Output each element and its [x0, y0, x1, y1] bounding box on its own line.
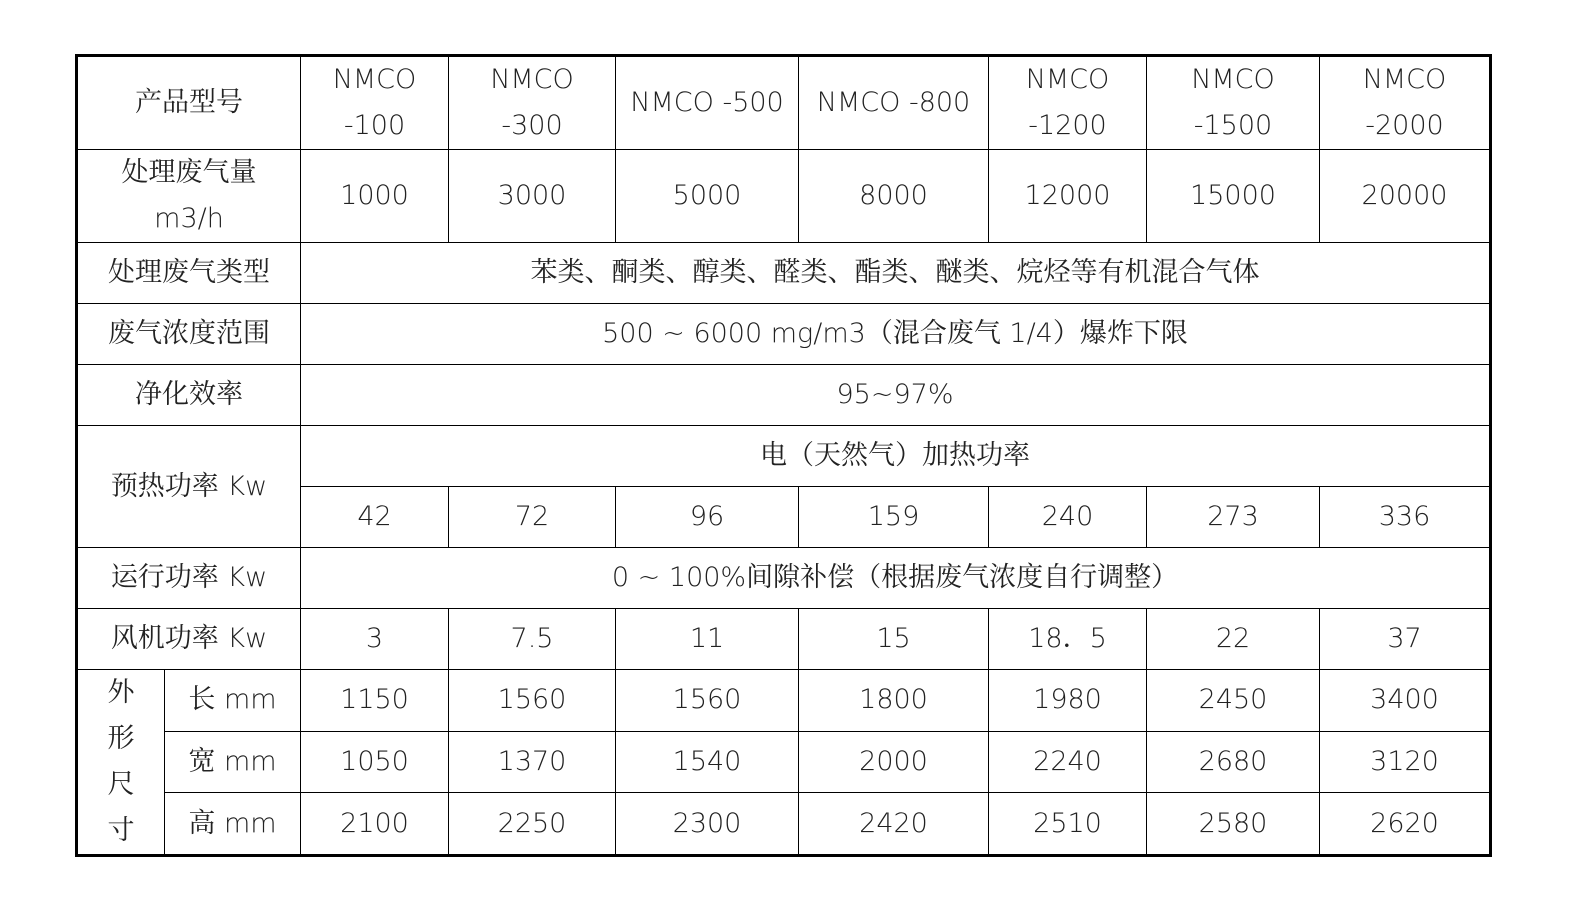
preheat-value: 273: [1147, 487, 1320, 548]
dimension-height-row: [77, 793, 1491, 856]
dimension-value: 1980: [989, 670, 1147, 732]
dimension-value: 2680: [1147, 731, 1320, 793]
preheat-subheader: 电（天然气）加热功率: [301, 426, 1491, 487]
fan-power-value: 15: [799, 609, 989, 670]
preheat-value: 336: [1320, 487, 1491, 548]
dimension-sub-label: 宽 mm: [165, 731, 301, 793]
preheat-label: 预热功率 Kw: [77, 426, 301, 548]
dimension-value: 1800: [799, 670, 989, 732]
fan-power-value: 7.5: [449, 609, 616, 670]
efficiency-value: 95~97%: [301, 365, 1491, 426]
model-cell: NMCO -300: [449, 56, 616, 150]
concentration-row: [77, 304, 1491, 365]
model-cell: NMCO -1500: [1147, 56, 1320, 150]
fan-power-value: 37: [1320, 609, 1491, 670]
model-cell: NMCO -2000: [1320, 56, 1491, 150]
fan-power-value: 11: [616, 609, 799, 670]
dimension-value: 2620: [1320, 793, 1491, 856]
preheat-value: 96: [616, 487, 799, 548]
fan-power-label: 风机功率 Kw: [77, 609, 301, 670]
dimension-value: 2300: [616, 793, 799, 856]
dimension-value: 2100: [301, 793, 449, 856]
model-label: 产品型号: [77, 56, 301, 150]
airflow-value: 12000: [989, 150, 1147, 243]
fan-power-value: 3: [301, 609, 449, 670]
gas-type-value: 苯类、酮类、醇类、醛类、酯类、醚类、烷烃等有机混合气体: [301, 243, 1491, 304]
dimension-length-row: [77, 670, 1491, 732]
fan-power-value: 18．5: [989, 609, 1147, 670]
model-row: [77, 56, 1491, 150]
airflow-value: 3000: [449, 150, 616, 243]
fan-power-row: [77, 609, 1491, 670]
efficiency-label: 净化效率: [77, 365, 301, 426]
dimension-value: 1050: [301, 731, 449, 793]
dimension-value: 2420: [799, 793, 989, 856]
dimension-sub-label: 高 mm: [165, 793, 301, 856]
dimension-value: 1370: [449, 731, 616, 793]
model-cell: NMCO -500: [616, 56, 799, 150]
gas-type-row: [77, 243, 1491, 304]
airflow-value: 20000: [1320, 150, 1491, 243]
model-cell: NMCO -100: [301, 56, 449, 150]
dimension-width-row: [77, 731, 1491, 793]
model-cell: NMCO -800: [799, 56, 989, 150]
dimension-sub-label: 长 mm: [165, 670, 301, 732]
dimension-value: 2580: [1147, 793, 1320, 856]
preheat-subheader-row: [77, 426, 1491, 487]
airflow-row: [77, 150, 1491, 243]
dimension-value: 1540: [616, 731, 799, 793]
airflow-value: 1000: [301, 150, 449, 243]
dimension-value: 1560: [449, 670, 616, 732]
airflow-value: 5000: [616, 150, 799, 243]
running-power-row: [77, 548, 1491, 609]
spec-table-container: [75, 54, 1492, 857]
dimension-value: 2000: [799, 731, 989, 793]
dimension-value: 2250: [449, 793, 616, 856]
dimensions-label: 外 形 尺 寸: [77, 670, 165, 856]
dimension-value: 1150: [301, 670, 449, 732]
airflow-value: 15000: [1147, 150, 1320, 243]
spec-table: [75, 54, 1492, 857]
dimension-value: 3120: [1320, 731, 1491, 793]
airflow-label: 处理废气量 m3/h: [77, 150, 301, 243]
running-power-label: 运行功率 Kw: [77, 548, 301, 609]
dimension-value: 2450: [1147, 670, 1320, 732]
running-power-value: 0 ~ 100%间隙补偿（根据废气浓度自行调整）: [301, 548, 1491, 609]
preheat-value: 72: [449, 487, 616, 548]
dimension-value: 2240: [989, 731, 1147, 793]
preheat-value: 42: [301, 487, 449, 548]
preheat-value: 240: [989, 487, 1147, 548]
dimension-value: 3400: [1320, 670, 1491, 732]
dimension-value: 2510: [989, 793, 1147, 856]
concentration-label: 废气浓度范围: [77, 304, 301, 365]
gas-type-label: 处理废气类型: [77, 243, 301, 304]
preheat-value: 159: [799, 487, 989, 548]
model-cell: NMCO -1200: [989, 56, 1147, 150]
efficiency-row: [77, 365, 1491, 426]
concentration-value: 500 ~ 6000 mg/m3（混合废气 1/4）爆炸下限: [301, 304, 1491, 365]
dimension-value: 1560: [616, 670, 799, 732]
fan-power-value: 22: [1147, 609, 1320, 670]
airflow-value: 8000: [799, 150, 989, 243]
